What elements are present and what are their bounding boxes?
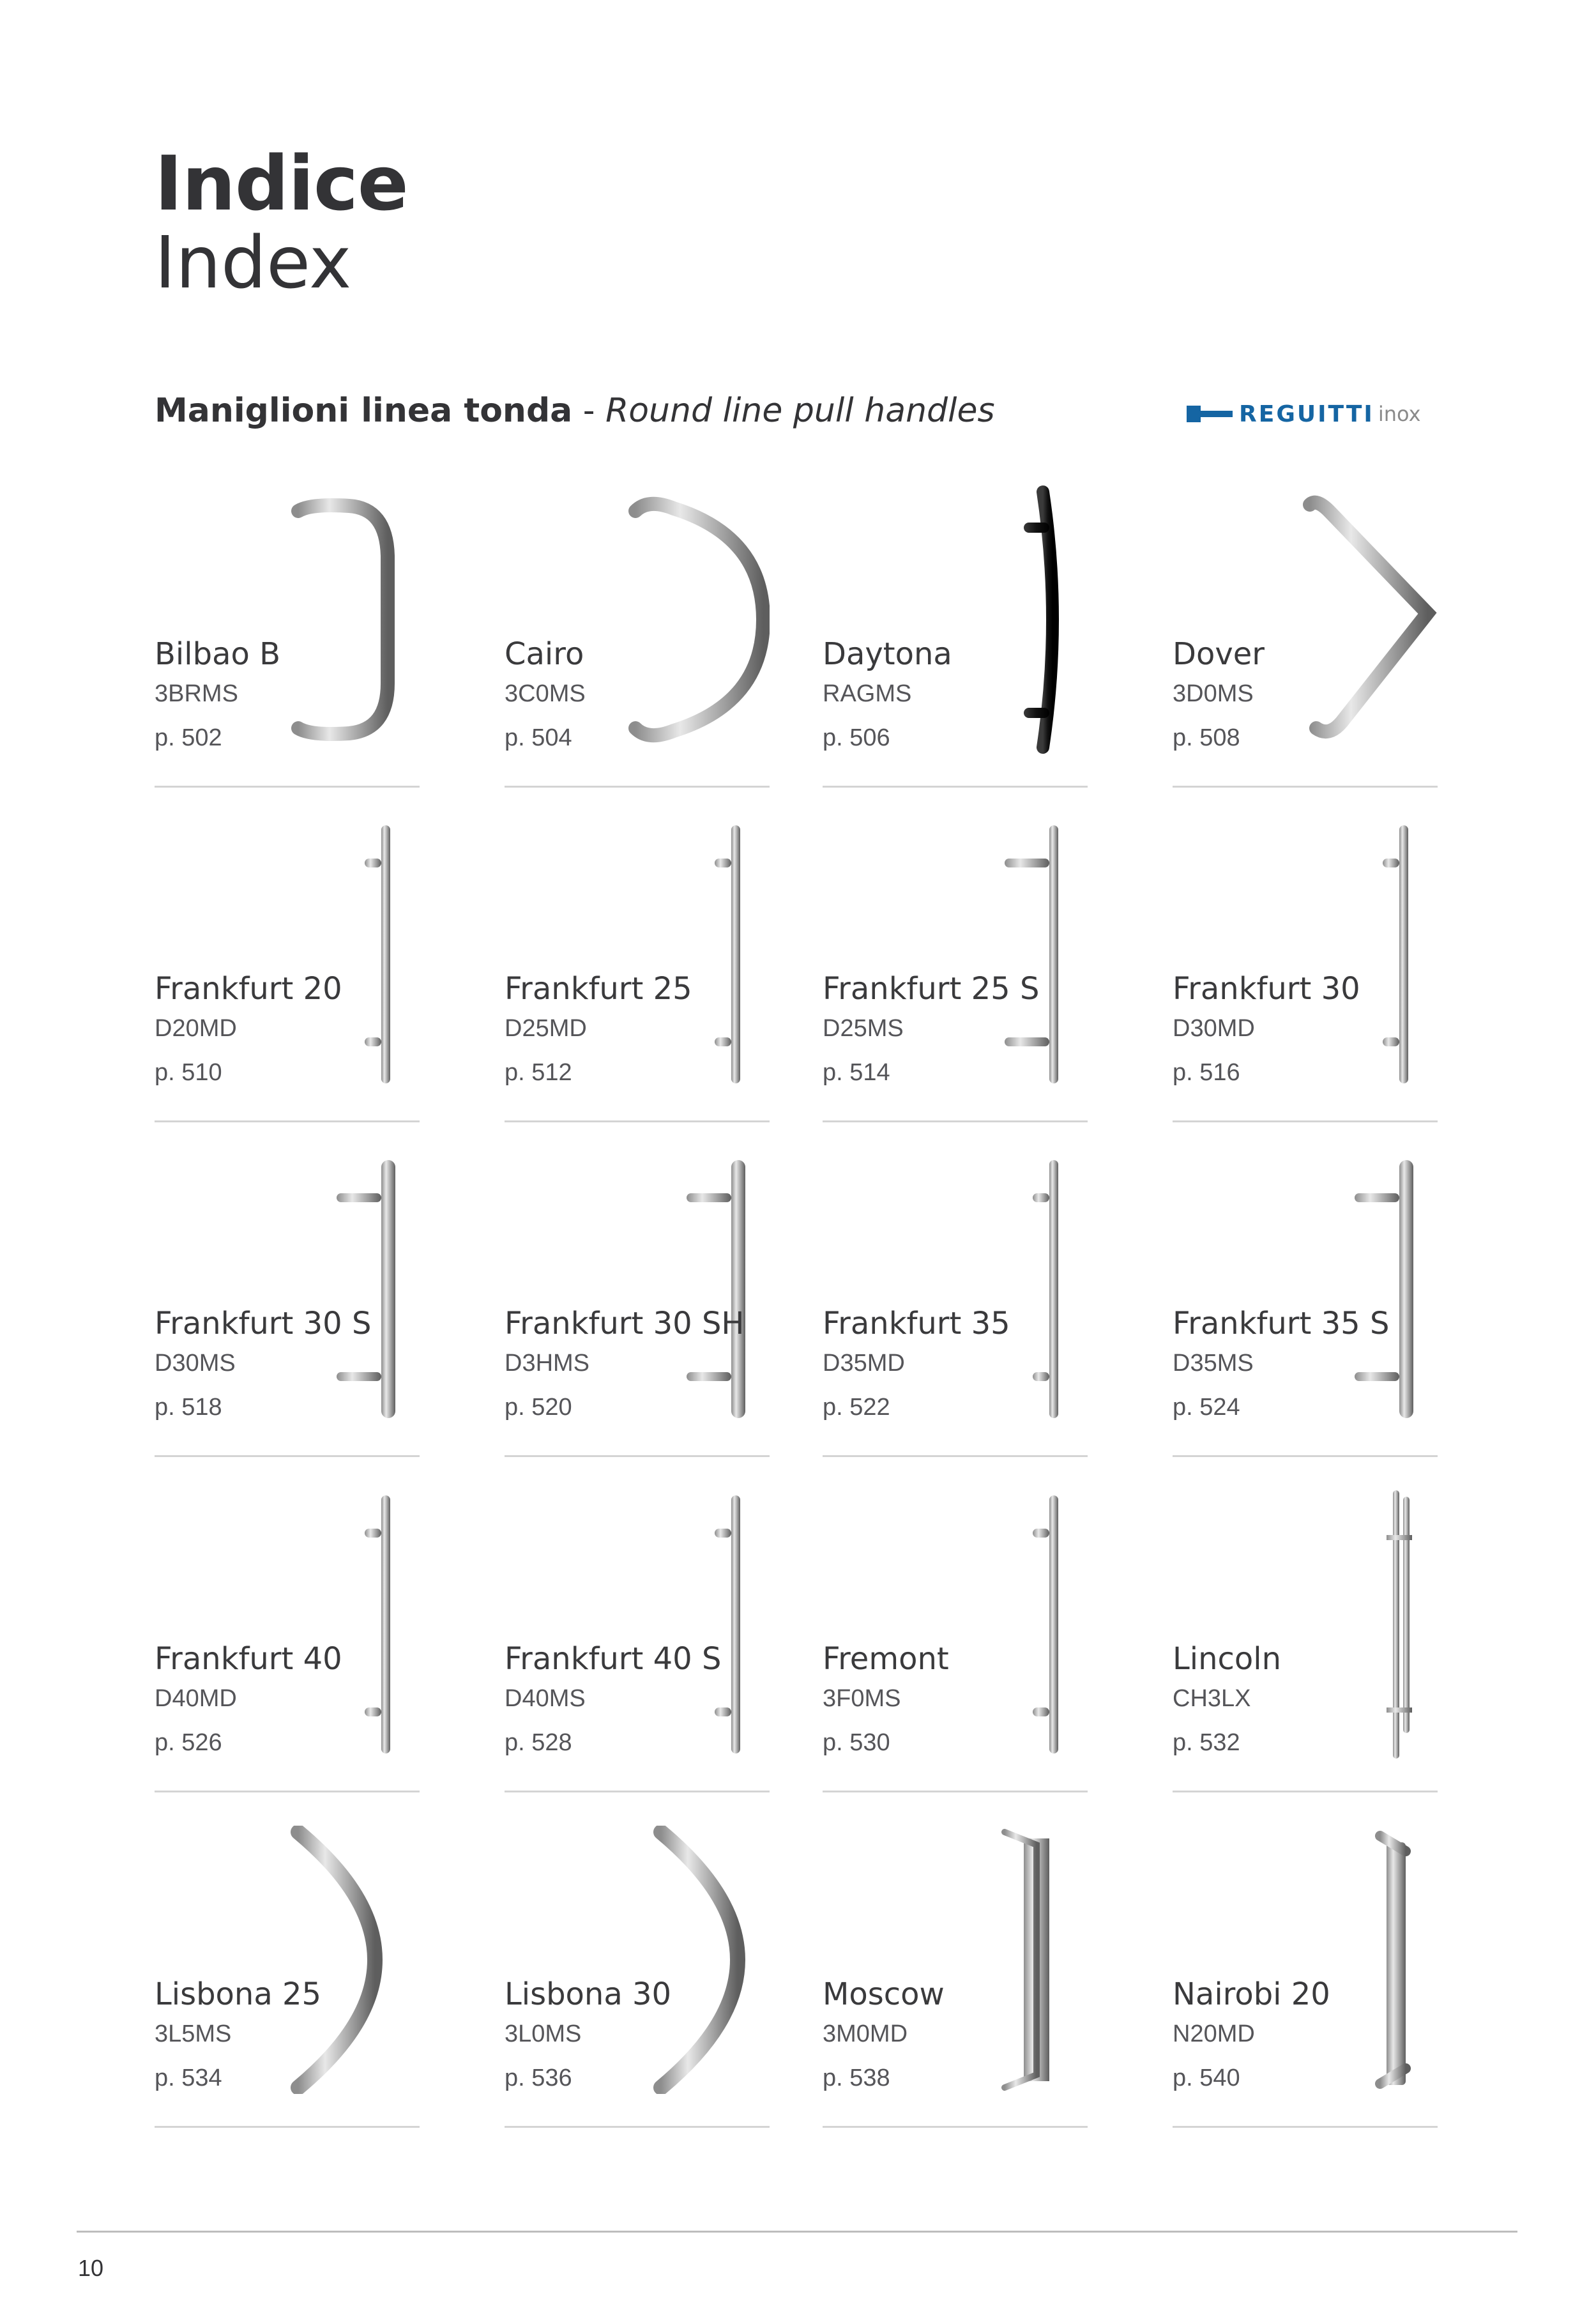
straight-bar-handle-icon — [273, 1155, 420, 1423]
product-code: 3C0MS — [505, 680, 586, 707]
product-page-link[interactable]: p. 502 — [155, 724, 222, 751]
product-page-link[interactable]: p. 534 — [155, 2065, 222, 2091]
straight-bar-handle-icon — [623, 1155, 770, 1423]
product-card — [1173, 485, 1438, 788]
product-name: Frankfurt 20 — [155, 971, 342, 1007]
product-code: RAGMS — [823, 680, 912, 707]
page-title: Indice — [155, 139, 408, 227]
product-name: Moscow — [823, 1976, 945, 2012]
product-code: D30MS — [155, 1350, 236, 1377]
brand-suffix: inox — [1378, 402, 1421, 426]
product-card — [505, 1490, 770, 1792]
section-title-italian: Maniglioni linea tonda — [155, 392, 573, 430]
product-page-link[interactable]: p. 526 — [155, 1729, 222, 1756]
product-card — [155, 485, 420, 788]
straight-bar-handle-icon — [941, 820, 1088, 1088]
product-page-link[interactable]: p. 512 — [505, 1059, 572, 1086]
curved-bar-handle-icon — [941, 485, 1088, 754]
product-code: D40MS — [505, 1685, 586, 1712]
product-card — [155, 1826, 420, 2128]
product-code: 3L5MS — [155, 2020, 232, 2047]
product-card — [505, 820, 770, 1122]
product-code: D3HMS — [505, 1350, 590, 1377]
product-name: Dover — [1173, 636, 1265, 672]
product-page-link[interactable]: p. 536 — [505, 2065, 572, 2091]
product-card — [505, 1155, 770, 1457]
product-name: Frankfurt 30 S — [155, 1306, 372, 1341]
product-card — [823, 1155, 1088, 1457]
product-code: 3BRMS — [155, 680, 238, 707]
product-code: D35MD — [823, 1350, 905, 1377]
product-page-link[interactable]: p. 510 — [155, 1059, 222, 1086]
product-code: D30MD — [1173, 1015, 1255, 1042]
half-round-handle-icon — [941, 1490, 1088, 1759]
product-code: D25MS — [823, 1015, 904, 1042]
product-page-link[interactable]: p. 506 — [823, 724, 890, 751]
product-name: Lincoln — [1173, 1641, 1282, 1677]
product-card — [1173, 1826, 1438, 2128]
product-code: D25MD — [505, 1015, 587, 1042]
product-page-link[interactable]: p. 540 — [1173, 2065, 1240, 2091]
footer-divider — [77, 2231, 1517, 2233]
product-code: 3D0MS — [1173, 680, 1254, 707]
product-page-link[interactable]: p. 532 — [1173, 1729, 1240, 1756]
page-number: 10 — [78, 2255, 104, 2281]
straight-bar-handle-icon — [1291, 820, 1438, 1088]
product-code: D40MD — [155, 1685, 237, 1712]
product-page-link[interactable]: p. 514 — [823, 1059, 890, 1086]
product-name: Frankfurt 40 S — [505, 1641, 722, 1677]
product-page-link[interactable]: p. 504 — [505, 724, 572, 751]
half-round-handle-icon — [623, 485, 770, 754]
mitred-bar-handle-icon — [1291, 1826, 1438, 2094]
product-card — [823, 820, 1088, 1122]
product-card — [505, 1826, 770, 2128]
product-page-link[interactable]: p. 530 — [823, 1729, 890, 1756]
product-card — [155, 820, 420, 1122]
mitred-bar-handle-icon — [941, 1826, 1088, 2094]
product-code: D35MS — [1173, 1350, 1254, 1377]
product-card — [823, 1826, 1088, 2128]
product-code: CH3LX — [1173, 1685, 1251, 1712]
product-code: N20MD — [1173, 2020, 1255, 2047]
u-handle-icon — [273, 485, 420, 754]
section-separator: - — [572, 392, 606, 430]
product-name: Frankfurt 30 SH — [505, 1306, 745, 1341]
product-name: Daytona — [823, 636, 952, 672]
product-name: Fremont — [823, 1641, 949, 1677]
straight-bar-handle-icon — [623, 820, 770, 1088]
product-page-link[interactable]: p. 508 — [1173, 724, 1240, 751]
product-name: Frankfurt 40 — [155, 1641, 342, 1677]
product-page-link[interactable]: p. 520 — [505, 1394, 572, 1421]
product-code: 3L0MS — [505, 2020, 582, 2047]
product-name: Frankfurt 35 S — [1173, 1306, 1390, 1341]
page-subtitle: Index — [155, 222, 352, 305]
product-name: Nairobi 20 — [1173, 1976, 1330, 2012]
arc-handle-icon — [623, 1826, 770, 2094]
product-page-link[interactable]: p. 516 — [1173, 1059, 1240, 1086]
product-code: D20MD — [155, 1015, 237, 1042]
product-page-link[interactable]: p. 524 — [1173, 1394, 1240, 1421]
product-card — [505, 485, 770, 788]
straight-bar-handle-icon — [1291, 1155, 1438, 1423]
product-page-link[interactable]: p. 538 — [823, 2065, 890, 2091]
product-code: 3F0MS — [823, 1685, 901, 1712]
product-card — [155, 1490, 420, 1792]
brand-name: REGUITTI — [1239, 401, 1374, 427]
product-name: Cairo — [505, 636, 584, 672]
product-name: Bilbao B — [155, 636, 281, 672]
section-title-english: Round line pull handles — [605, 392, 995, 430]
product-name: Frankfurt 30 — [1173, 971, 1360, 1007]
product-card — [155, 1155, 420, 1457]
straight-bar-handle-icon — [273, 1490, 420, 1759]
straight-bar-handle-icon — [941, 1155, 1088, 1423]
long-bar-handle-icon — [1291, 1490, 1438, 1759]
arc-handle-icon — [273, 1826, 420, 2094]
angled-handle-icon — [1291, 485, 1438, 754]
product-card — [1173, 820, 1438, 1122]
product-code: 3M0MD — [823, 2020, 908, 2047]
product-card — [1173, 1490, 1438, 1792]
product-name: Frankfurt 25 S — [823, 971, 1040, 1007]
product-card — [823, 485, 1088, 788]
straight-bar-handle-icon — [623, 1490, 770, 1759]
product-page-link[interactable]: p. 522 — [823, 1394, 890, 1421]
product-name: Lisbona 25 — [155, 1976, 322, 2012]
product-page-link[interactable]: p. 518 — [155, 1394, 222, 1421]
product-page-link[interactable]: p. 528 — [505, 1729, 572, 1756]
product-card — [1173, 1155, 1438, 1457]
product-name: Frankfurt 25 — [505, 971, 692, 1007]
product-name: Frankfurt 35 — [823, 1306, 1010, 1341]
product-card — [823, 1490, 1088, 1792]
straight-bar-handle-icon — [273, 820, 420, 1088]
product-name: Lisbona 30 — [505, 1976, 672, 2012]
